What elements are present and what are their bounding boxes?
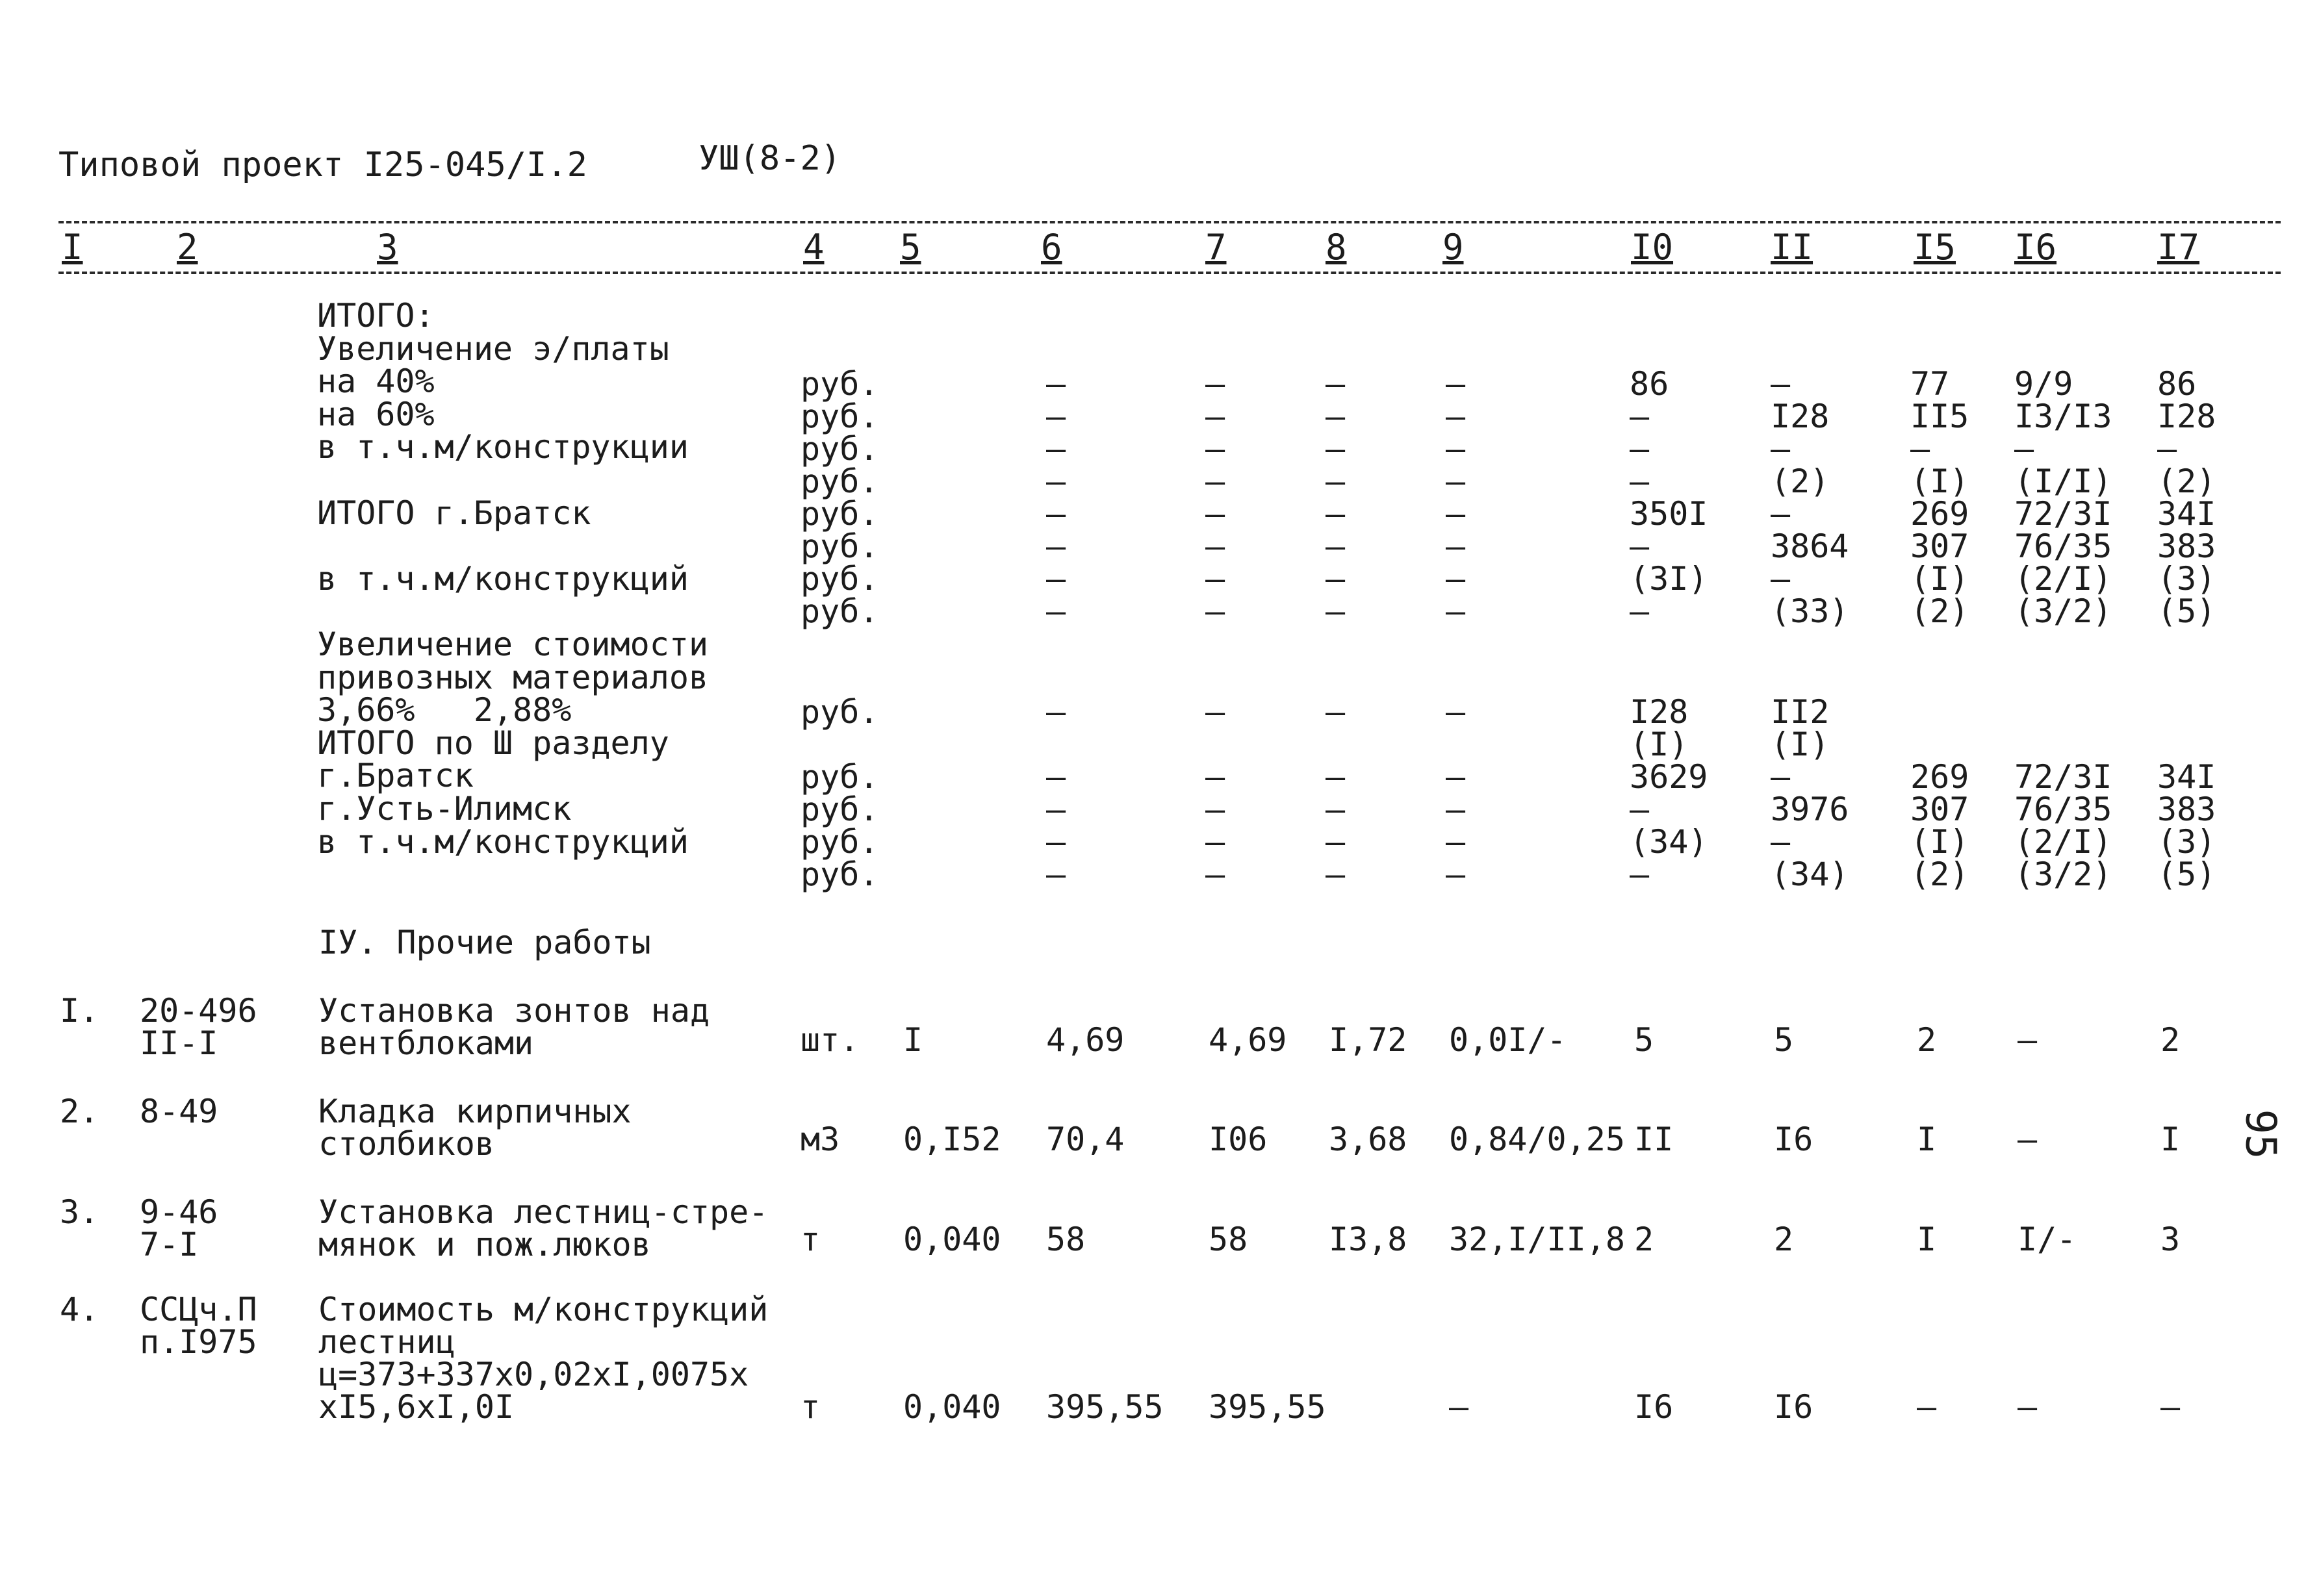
summary-dash-c6: – (1046, 495, 1066, 533)
summary-dash-c7: – (1205, 495, 1225, 533)
item-c16: I/- (2018, 1221, 2077, 1258)
summary-unit: руб. (801, 855, 879, 893)
summary-desc-line: г.Усть-Илимск (317, 790, 572, 828)
summary-c17: 86 (2157, 365, 2197, 403)
summary-c10: 350I (1630, 495, 1708, 533)
summary-dash-c8: – (1326, 823, 1346, 861)
summary-c11: II2 (1771, 693, 1830, 731)
item-code: ССЦч.П (140, 1291, 257, 1328)
item-code: 8-49 (140, 1093, 218, 1130)
summary-dash-c8: – (1326, 693, 1346, 731)
summary-dash-c8: – (1326, 855, 1346, 893)
column-header-12: I5 (1914, 227, 1956, 268)
item-c7: 4,69 (1209, 1021, 1287, 1059)
summary-c10: – (1630, 791, 1650, 828)
item-c9: 32,I/II,8 (1449, 1221, 1625, 1258)
summary-c10: 3629 (1630, 758, 1708, 796)
column-header-14: I7 (2157, 227, 2200, 268)
summary-c11: – (1771, 823, 1791, 861)
summary-c17: – (2157, 430, 2177, 468)
item-number: I. (60, 992, 99, 1030)
summary-desc-line: Увеличение стоимости (317, 626, 709, 663)
summary-c15: 307 (1910, 527, 1969, 565)
item-c5: I (903, 1021, 923, 1059)
item-description: Установка зонтов над (318, 992, 710, 1030)
summary-c10: I28 (1630, 693, 1689, 731)
summary-c16: (2/I) (2014, 560, 2112, 598)
summary-c17: 34I (2157, 758, 2216, 796)
column-header-9: 9 (1442, 227, 1464, 268)
summary-c17: 383 (2157, 791, 2216, 828)
summary-dash-c6: – (1046, 758, 1066, 796)
summary-dash-c6: – (1046, 855, 1066, 893)
item-code: п.I975 (140, 1323, 257, 1361)
summary-desc-line: ИТОГО по Ш разделу (317, 724, 669, 762)
summary-dash-c8: – (1326, 430, 1346, 468)
summary-c10: – (1630, 430, 1650, 468)
item-c17: 2 (2160, 1021, 2181, 1059)
item-description: столбиков (318, 1125, 494, 1163)
summary-c16: – (2014, 430, 2034, 468)
summary-c17: 383 (2157, 527, 2216, 565)
item-c9: 0,84/0,25 (1449, 1121, 1625, 1158)
project-title: Типовой проект I25-045/I.2 (58, 146, 587, 184)
summary-c17: (5) (2157, 855, 2216, 893)
item-c5: 0,040 (903, 1221, 1001, 1258)
summary-dash-c7: – (1205, 462, 1225, 500)
summary-c16: (I/I) (2014, 462, 2112, 500)
summary-dash-c6: – (1046, 430, 1066, 468)
summary-c16: 72/3I (2014, 495, 2112, 533)
summary-c11: (34) (1771, 855, 1849, 893)
summary-c11: (2) (1771, 462, 1830, 500)
item-number: 2. (60, 1093, 99, 1130)
summary-c10: – (1630, 398, 1650, 435)
item-c6: 70,4 (1046, 1121, 1125, 1158)
item-c15: – (1917, 1388, 1937, 1426)
item-c11: I6 (1774, 1388, 1813, 1426)
summary-dash-c6: – (1046, 592, 1066, 630)
section-title: IУ. Прочие работы (318, 924, 651, 961)
summary-dash-c7: – (1205, 430, 1225, 468)
item-description: вентблоками (318, 1024, 534, 1062)
item-unit: т (801, 1388, 821, 1426)
summary-desc-line: привозных материалов (317, 658, 709, 696)
summary-dash-c7: – (1205, 527, 1225, 565)
summary-unit: руб. (801, 462, 879, 500)
header-bottom-rule (58, 272, 2281, 274)
summary-c15: 77 (1910, 365, 1950, 403)
summary-dash-c9: – (1446, 462, 1466, 500)
item-description: хI5,6хI,0I (318, 1388, 515, 1426)
item-c11: 2 (1774, 1221, 1794, 1258)
summary-c17: (5) (2157, 592, 2216, 630)
summary-c15: (I) (1910, 823, 1969, 861)
summary-c10: – (1630, 527, 1650, 565)
item-c10: 5 (1634, 1021, 1654, 1059)
summary-c11: – (1771, 365, 1791, 403)
item-c8: I3,8 (1329, 1221, 1407, 1258)
summary-c16: (2/I) (2014, 823, 2112, 861)
summary-c16: (3/2) (2014, 592, 2112, 630)
summary-unit: руб. (801, 791, 879, 828)
item-c6: 395,55 (1046, 1388, 1164, 1426)
item-c9: 0,0I/- (1449, 1021, 1567, 1059)
summary-c11: 3976 (1771, 791, 1849, 828)
item-c10: I6 (1634, 1388, 1674, 1426)
item-c10: 2 (1634, 1221, 1654, 1258)
summary-dash-c7: – (1205, 823, 1225, 861)
item-unit: м3 (801, 1121, 840, 1158)
item-unit: т (801, 1221, 821, 1258)
item-description: Кладка кирпичных (318, 1093, 632, 1130)
summary-c15: (2) (1910, 855, 1969, 893)
item-number: 4. (60, 1291, 99, 1328)
column-header-13: I6 (2014, 227, 2057, 268)
summary-dash-c6: – (1046, 693, 1066, 731)
item-c11: I6 (1774, 1121, 1813, 1158)
summary-c15: – (1910, 430, 1930, 468)
summary-dash-c7: – (1205, 855, 1225, 893)
summary-dash-c7: – (1205, 365, 1225, 403)
summary-c10: (I) (1630, 726, 1689, 763)
summary-dash-c7: – (1205, 398, 1225, 435)
summary-c15: (I) (1910, 560, 1969, 598)
item-c6: 58 (1046, 1221, 1086, 1258)
item-c17: – (2160, 1388, 2181, 1426)
summary-dash-c9: – (1446, 398, 1466, 435)
item-c9: – (1449, 1388, 1469, 1426)
summary-c10: (3I) (1630, 560, 1708, 598)
summary-c15: II5 (1910, 398, 1969, 435)
summary-dash-c8: – (1326, 758, 1346, 796)
item-number: 3. (60, 1193, 99, 1231)
item-c16: – (2018, 1388, 2038, 1426)
summary-unit: руб. (801, 823, 879, 861)
summary-unit: руб. (801, 398, 879, 435)
summary-desc-line: г.Братск (317, 757, 474, 795)
summary-c17: I28 (2157, 398, 2216, 435)
item-c8: I,72 (1329, 1021, 1407, 1059)
item-c7: 395,55 (1209, 1388, 1326, 1426)
summary-unit: руб. (801, 693, 879, 731)
summary-dash-c9: – (1446, 365, 1466, 403)
column-header-1: I (62, 227, 83, 268)
summary-c10: – (1630, 592, 1650, 630)
summary-dash-c6: – (1046, 398, 1066, 435)
summary-dash-c8: – (1326, 495, 1346, 533)
summary-c11: I28 (1771, 398, 1830, 435)
summary-c16: 76/35 (2014, 791, 2112, 828)
item-c10: II (1634, 1121, 1674, 1158)
summary-desc-line: на 40% (317, 362, 435, 401)
summary-c11: – (1771, 758, 1791, 796)
summary-dash-c6: – (1046, 791, 1066, 828)
item-code: 20-496 (140, 992, 257, 1030)
summary-desc-line: 3,66% 2,88% (317, 691, 572, 729)
summary-dash-c7: – (1205, 791, 1225, 828)
summary-dash-c7: – (1205, 560, 1225, 598)
column-header-3: 3 (377, 227, 398, 268)
summary-c11: – (1771, 560, 1791, 598)
summary-dash-c9: – (1446, 430, 1466, 468)
summary-c11: 3864 (1771, 527, 1849, 565)
summary-c15: 269 (1910, 495, 1969, 533)
summary-c10: 86 (1630, 365, 1669, 403)
summary-unit: руб. (801, 592, 879, 630)
summary-desc-line: в т.ч.м/конструкции (317, 428, 689, 466)
item-description: Стоимость м/конструкций (318, 1291, 769, 1328)
summary-c16: I3/I3 (2014, 398, 2112, 435)
margin-stamp: 95 (2236, 1109, 2285, 1159)
item-c17: 3 (2160, 1221, 2181, 1258)
summary-desc-line: ИТОГО: (317, 297, 435, 335)
item-description: мянок и пож.люков (318, 1226, 651, 1263)
summary-desc-line: в т.ч.м/конструкций (317, 559, 689, 598)
summary-c11: (33) (1771, 592, 1849, 630)
summary-unit: руб. (801, 758, 879, 796)
summary-c15: 307 (1910, 791, 1969, 828)
summary-c15: 269 (1910, 758, 1969, 796)
item-c15: 2 (1917, 1021, 1937, 1059)
summary-unit: руб. (801, 430, 879, 468)
item-c7: I06 (1209, 1121, 1268, 1158)
item-c16: – (2018, 1121, 2038, 1158)
summary-dash-c8: – (1326, 527, 1346, 565)
summary-dash-c8: – (1326, 560, 1346, 598)
summary-c10: (34) (1630, 823, 1708, 861)
summary-c16: (3/2) (2014, 855, 2112, 893)
column-header-7: 7 (1205, 227, 1227, 268)
summary-desc-line: Увеличение э/платы (317, 329, 669, 368)
header-top-rule (58, 221, 2281, 223)
summary-c11: – (1771, 495, 1791, 533)
summary-dash-c7: – (1205, 693, 1225, 731)
summary-c10: – (1630, 462, 1650, 500)
summary-c17: (3) (2157, 823, 2216, 861)
item-c11: 5 (1774, 1021, 1794, 1059)
summary-unit: руб. (801, 527, 879, 565)
summary-desc-line: на 60% (317, 395, 435, 433)
summary-c17: 34I (2157, 495, 2216, 533)
summary-dash-c9: – (1446, 855, 1466, 893)
summary-c16: 76/35 (2014, 527, 2112, 565)
summary-dash-c6: – (1046, 560, 1066, 598)
column-header-10: I0 (1631, 227, 1674, 268)
summary-unit: руб. (801, 495, 879, 533)
summary-dash-c6: – (1046, 462, 1066, 500)
item-code: 9-46 (140, 1193, 218, 1231)
item-description: лестниц (318, 1323, 455, 1361)
summary-desc-line: ИТОГО г.Братск (317, 494, 591, 532)
sheet-number: УШ(8-2) (698, 139, 841, 178)
item-c8: 3,68 (1329, 1121, 1407, 1158)
item-code: II-I (140, 1024, 218, 1062)
summary-c10: – (1630, 855, 1650, 893)
summary-c16: 9/9 (2014, 365, 2073, 403)
summary-dash-c7: – (1205, 592, 1225, 630)
summary-desc-line: в т.ч.м/конструкций (317, 822, 689, 861)
column-header-11: II (1771, 227, 1813, 268)
summary-dash-c9: – (1446, 823, 1466, 861)
column-header-5: 5 (900, 227, 921, 268)
column-header-8: 8 (1326, 227, 1347, 268)
summary-dash-c9: – (1446, 693, 1466, 731)
item-c6: 4,69 (1046, 1021, 1125, 1059)
item-c5: 0,040 (903, 1388, 1001, 1426)
item-c15: I (1917, 1221, 1937, 1258)
summary-unit: руб. (801, 560, 879, 598)
item-unit: шт. (801, 1021, 860, 1059)
summary-c11: – (1771, 430, 1791, 468)
item-c17: I (2160, 1121, 2181, 1158)
summary-dash-c9: – (1446, 495, 1466, 533)
item-c16: – (2018, 1021, 2038, 1059)
summary-dash-c9: – (1446, 560, 1466, 598)
summary-dash-c9: – (1446, 758, 1466, 796)
item-description: Установка лестниц-стре- (318, 1193, 769, 1231)
summary-dash-c6: – (1046, 823, 1066, 861)
summary-dash-c6: – (1046, 365, 1066, 403)
item-c15: I (1917, 1121, 1937, 1158)
summary-dash-c8: – (1326, 462, 1346, 500)
summary-dash-c9: – (1446, 592, 1466, 630)
summary-c17: (2) (2157, 462, 2216, 500)
summary-dash-c8: – (1326, 791, 1346, 828)
summary-dash-c8: – (1326, 398, 1346, 435)
item-code: 7-I (140, 1226, 199, 1263)
column-header-4: 4 (803, 227, 825, 268)
summary-c17: (3) (2157, 560, 2216, 598)
item-c5: 0,I52 (903, 1121, 1001, 1158)
summary-dash-c7: – (1205, 758, 1225, 796)
summary-dash-c6: – (1046, 527, 1066, 565)
column-header-2: 2 (177, 227, 198, 268)
summary-c16: 72/3I (2014, 758, 2112, 796)
summary-c15: (2) (1910, 592, 1969, 630)
item-description: ц=373+337х0,02хI,0075х (318, 1356, 749, 1393)
summary-c15: (I) (1910, 462, 1969, 500)
item-c7: 58 (1209, 1221, 1248, 1258)
summary-dash-c9: – (1446, 527, 1466, 565)
column-header-6: 6 (1041, 227, 1062, 268)
summary-dash-c8: – (1326, 592, 1346, 630)
summary-dash-c8: – (1326, 365, 1346, 403)
summary-dash-c9: – (1446, 791, 1466, 828)
summary-unit: руб. (801, 365, 879, 403)
summary-c11: (I) (1771, 726, 1830, 763)
